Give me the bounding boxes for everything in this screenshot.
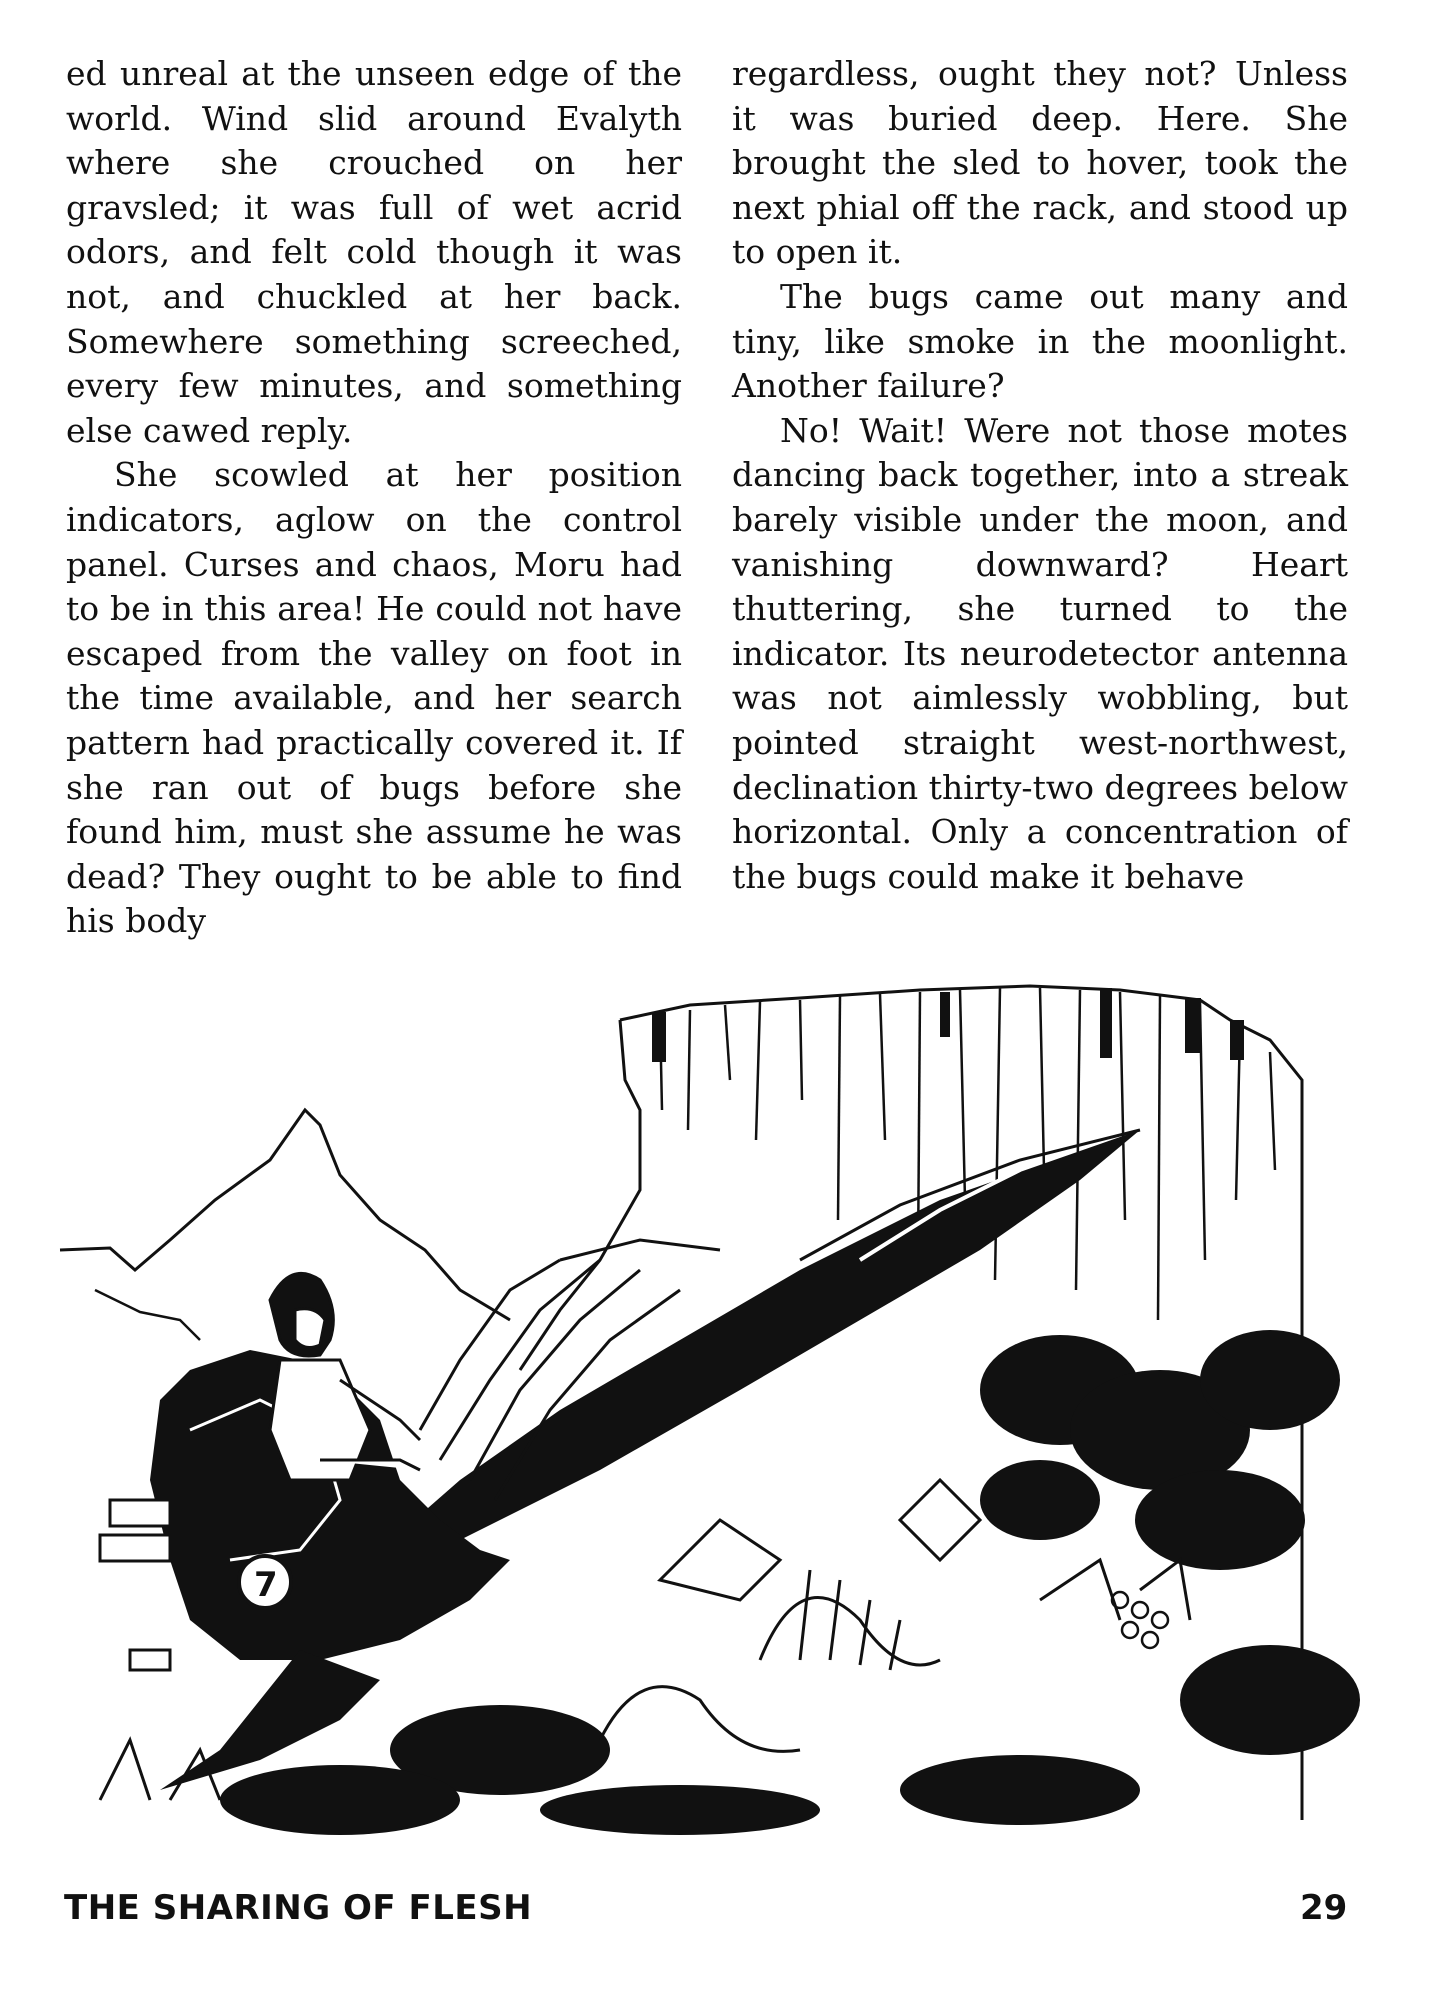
illustration-woman-on-gravsled: [40, 960, 1380, 1840]
running-footer-title: THE SHARING OF FLESH: [64, 1888, 533, 1928]
text-column-left: [66, 52, 682, 944]
paragraph: regardless, ought they not? Unless it was buried deep. Here. She brought the sled to hover, took the next phial off the rack, and stood up to open it.: [732, 54, 1348, 272]
text-column-right: [732, 52, 1348, 899]
woman-figure: [270, 1273, 420, 1480]
sled-number: 7: [254, 1565, 278, 1605]
paragraph: The bugs came out many and tiny, like smoke in the moonlight. Another failure?: [732, 276, 1348, 406]
paragraph: She scowled at her position indicators, aglow on the control panel. Curses and chaos, Moru had to be in this area! He could not have escaped from the valley on foot in the time available, and her search pattern had practically covered it. If she ran out of bugs before she found him, must she assume he was dead? They ought to be able to find his body: [66, 455, 682, 941]
paragraph: No! Wait! Were not those motes dancing back together, into a streak barely visible under the moon, and vanishing downward? Heart thuttering, she turned to the indicator. Its neurodetector antenna was not aimlessly wobbling, but pointed straight west-northwest, declination thirty-two degrees below horizontal. Only a concentration of the bugs could make it behave: [732, 410, 1348, 896]
paragraph: ed unreal at the unseen edge of the world. Wind slid around Evalyth where she crouched on her gravsled; it was full of wet acrid odors, and felt cold though it was not, and chuckled at her back. Somewhere something screeched, every few minutes, and something else cawed reply.: [66, 54, 682, 450]
page-number: 29: [1300, 1888, 1348, 1928]
